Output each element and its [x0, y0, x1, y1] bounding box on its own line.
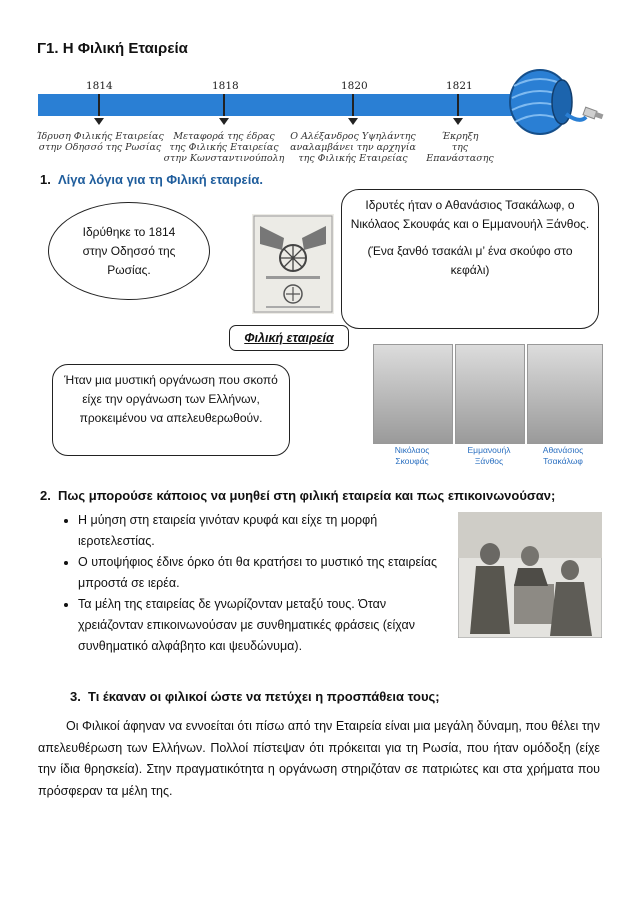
- cable-roll-icon: [500, 62, 610, 142]
- timeline-tick: [352, 94, 354, 116]
- timeline-tick: [98, 94, 100, 116]
- caption-tsakalof: Αθανάσιος Τσακάλωφ: [542, 445, 584, 466]
- timeline-year-1821: 1821: [446, 80, 473, 92]
- initiation-list: [50, 510, 438, 657]
- timeline-event-1821: Έκρηξη της Επανάστασης: [426, 131, 494, 164]
- timeline-tick: [457, 94, 459, 116]
- section2-heading: 2. Πως μπορούσε κάποιος να μυηθεί στη φιλική εταιρεία και πως επικοινωνούσαν;: [40, 488, 556, 503]
- portrait-tsakalof: [527, 344, 603, 444]
- section3-heading: 3. Τι έκαναν οι φιλικοί ώστε να πετύχει η προσπάθεια τους;: [70, 689, 440, 704]
- portrait-xanthos: [455, 344, 525, 444]
- timeline-year-1820: 1820: [341, 80, 368, 92]
- timeline-arrow-icon: [219, 118, 229, 125]
- section1-heading: 1. Λίγα λόγια για τη Φιλική εταιρεία.: [40, 172, 263, 187]
- initiation-scene-image: [458, 512, 602, 638]
- timeline-arrow-icon: [453, 118, 463, 125]
- section3-paragraph: Οι Φιλικοί άφηναν να εννοείται ότι πίσω από την Εταιρεία είναι μια μεγάλη δύναμη, που θέλει την απελευθέρωση των Ελλήνων. Πολλοί πίστεψαν ότι πρόκειται για τη Ρωσία, που ήταν ομόδοξη (είχε την ίδια θρησκεία). Στην πραγματικότητα η οργάνωση στηριζόταν σε πατριώτες και στα χρήματα που πρόσφεραν τα μέλη της.: [38, 719, 600, 798]
- portrait-skoufas: [373, 344, 453, 444]
- bubble-founded: Ιδρύθηκε το 1814 στην Οδησσό της Ρωσίας.: [48, 202, 210, 300]
- caption-xanthos: Εμμανουήλ Ξάνθος: [467, 445, 511, 466]
- list-item: • Τα μέλη της εταιρείας δε γνωρίζονταν μεταξύ τους. Όταν χρειάζονταν επικοινωνούσαν με συνθηματικές φράσεις (είχαν συνθηματικό αλφάβητο και ψευδώνυμα).: [78, 594, 438, 657]
- timeline-event-1814: Ίδρυση Φιλικής Εταιρείας στην Οδησσό της Ρωσίας: [36, 131, 164, 153]
- list-item: • Η μύηση στη εταιρεία γινόταν κρυφά και είχε τη μορφή ιεροτελεστίας.: [78, 510, 438, 552]
- timeline-event-1820: Ο Αλέξανδρος Υψηλάντης αναλαμβάνει την αρχηγία της Φιλικής Εταιρείας: [290, 131, 416, 164]
- timeline-year-1814: 1814: [86, 80, 113, 92]
- timeline-year-1818: 1818: [212, 80, 239, 92]
- page-title: Γ1. Η Φιλική Εταιρεία: [37, 40, 188, 57]
- timeline-bar: [38, 94, 528, 116]
- society-seal-image: [252, 214, 334, 314]
- timeline-tick: [223, 94, 225, 116]
- timeline-arrow-icon: [348, 118, 358, 125]
- caption-skoufas: Νικόλαος Σκουφάς: [394, 445, 430, 466]
- bubble-founders: Ιδρυτές ήταν ο Αθανάσιος Τσακάλωφ, ο Νικόλαος Σκουφάς και ο Εμμανουήλ Ξάνθος. (Ένα ξανθό τσακάλι μ’ ένα σκούφο στο κεφάλι): [341, 189, 599, 329]
- society-label: Φιλική εταιρεία: [229, 325, 349, 351]
- bubble-secret-organization: Ήταν μια μυστική οργάνωση που σκοπό είχε την οργάνωση των Ελλήνων, προκειμένου να απελευθερωθούν.: [52, 364, 290, 456]
- timeline-event-1818: Μεταφορά της έδρας της Φιλικής Εταιρείας στην Κωνσταντινούπολη: [163, 131, 285, 164]
- list-item: • Ο υποψήφιος έδινε όρκο ότι θα κρατήσει το μυστικό της εταιρείας μπροστά σε ιερέα.: [78, 552, 438, 594]
- timeline-arrow-icon: [94, 118, 104, 125]
